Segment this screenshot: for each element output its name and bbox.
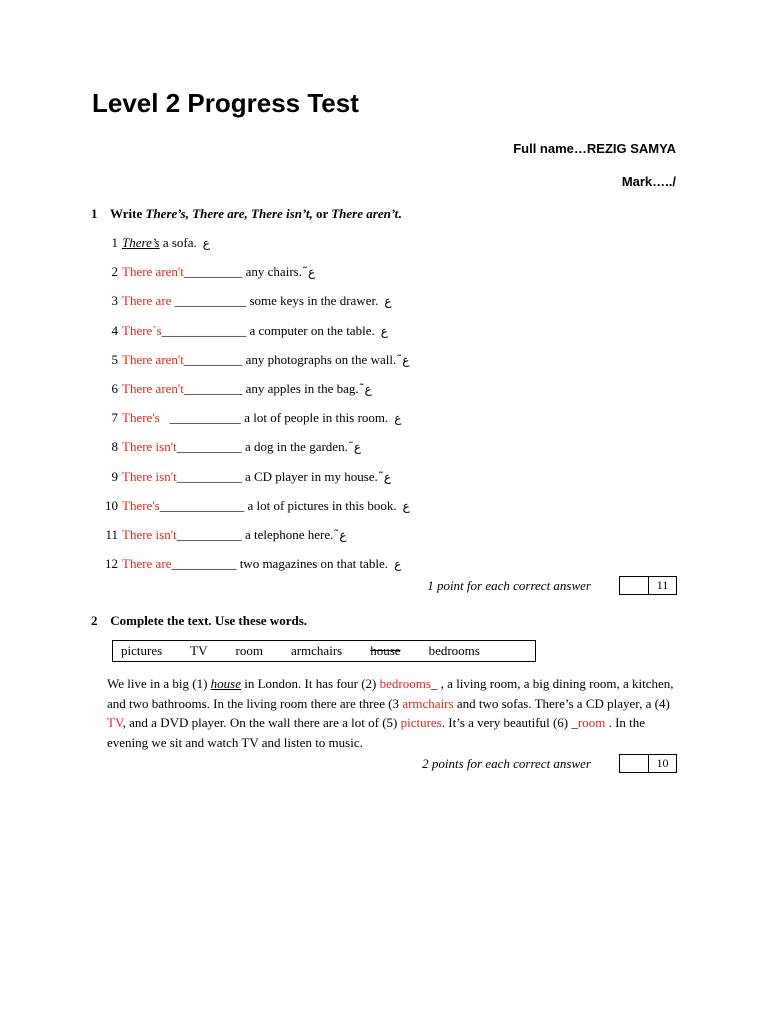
item-answer: There are: [122, 293, 172, 309]
item-number: 9: [111, 468, 118, 484]
exercise-item: [96, 352, 409, 368]
item-answer: There isn't: [122, 468, 177, 484]
instruction-options: There’s, There are, There isn’t,: [145, 206, 313, 221]
item-number: 2: [111, 264, 118, 280]
answer-6: room: [577, 715, 606, 730]
item-number: 3: [111, 293, 118, 309]
item-blank: ___________: [159, 410, 241, 426]
item-text: a dog in the garden.: [241, 439, 348, 455]
instruction-last-option: There aren’t: [331, 206, 399, 221]
mark-symbol: ع̃: [402, 352, 410, 367]
mark-symbol: ع̃: [339, 528, 347, 542]
mark-symbol: ع: [384, 294, 392, 309]
item-number: 8: [111, 439, 118, 455]
mark-field: Mark…../: [621, 174, 676, 189]
exercise-item: [96, 381, 372, 397]
item-number: 7: [111, 410, 118, 426]
answer-2: bedrooms: [379, 676, 431, 691]
mark-symbol: ع̃: [353, 440, 361, 455]
item-number: 12: [105, 556, 118, 572]
score-row-1: [427, 576, 677, 595]
exercise-item: [96, 469, 391, 485]
instruction-end: .: [398, 206, 402, 221]
mark-symbol: ع: [402, 498, 410, 513]
item-blank: __________: [171, 556, 237, 572]
instruction-text: Write: [110, 206, 146, 221]
item-answer: There aren't: [122, 351, 184, 367]
item-blank: _________: [183, 381, 243, 396]
item-answer: There isn't: [122, 527, 177, 542]
mark-symbol: ع: [380, 323, 388, 338]
mark-symbol: ع̃: [383, 469, 391, 484]
item-number: 1: [111, 235, 118, 250]
item-blank: __________: [176, 527, 242, 542]
section-2-heading: [91, 613, 307, 629]
score-box: [619, 576, 677, 595]
item-number: 5: [111, 351, 118, 367]
item-number: 10: [105, 497, 118, 513]
item-answer: There`s: [122, 322, 162, 338]
item-blank: _____________: [161, 322, 247, 338]
answer-3: armchairs: [402, 695, 454, 711]
mark-symbol: ع̃: [364, 382, 372, 396]
item-text: a lot of people in this room.: [240, 410, 389, 426]
item-answer: There's: [122, 410, 160, 426]
item-blank: __________: [176, 468, 242, 484]
item-text: a CD player in my house.: [241, 468, 378, 484]
exercise-item: [96, 439, 361, 455]
section-number: 1: [91, 206, 98, 221]
item-blank: _____________: [159, 497, 245, 513]
item-answer: There are: [122, 556, 172, 572]
mark-symbol: ع: [202, 236, 210, 250]
score-value: 10: [656, 756, 669, 770]
item-text: some keys in the drawer.: [246, 293, 379, 309]
score-value: 11: [656, 578, 669, 592]
item-text: a lot of pictures in this book.: [244, 497, 397, 513]
item-answer: There isn't: [122, 439, 177, 455]
section-number: 2: [91, 613, 98, 628]
item-answer: There's: [122, 497, 160, 513]
exercise-item: [96, 527, 347, 543]
instruction-or: or: [312, 206, 332, 221]
item-text: two magazines on that table.: [236, 556, 389, 572]
item-answer: There’s: [122, 235, 160, 250]
mark-symbol: ع: [394, 411, 402, 426]
item-text: a sofa.: [159, 235, 197, 250]
score-row-2: [422, 754, 677, 773]
mark-symbol: ع̃: [307, 265, 316, 280]
item-blank: ___________: [171, 293, 247, 309]
item-text: a computer on the table.: [246, 322, 375, 338]
exercise-item: [96, 293, 392, 309]
item-number: 6: [111, 381, 118, 396]
item-answer: There aren't: [122, 264, 184, 280]
item-blank: _________: [183, 351, 243, 367]
word-item: pictures: [121, 643, 163, 658]
item-text: any apples in the bag.: [242, 381, 359, 396]
item-answer: There aren't: [122, 381, 184, 396]
full-name: Full name…REZIG SAMYA: [513, 141, 676, 156]
exercise-item: [96, 556, 401, 572]
item-text: any photographs on the wall.: [242, 351, 397, 367]
answer-1: house: [210, 676, 241, 691]
cloze-paragraph: We live in a big (1) house in London. It has four (2) bedrooms_ , a living room, a big dining room, a kitchen, and two bathrooms. In the living room there are three (3 armchairs and two sofas. There’s a CD player, a (4) TV, and a DVD player. On the wall there are a lot of (5) pictures. It’s a very beautiful (6) _room . In the evening we sit and watch TV and listen to music.: [107, 676, 674, 750]
answer-4: TV: [107, 715, 123, 730]
word-box: [112, 640, 536, 662]
exercise-item: [96, 264, 315, 280]
word-item: armchairs: [290, 643, 343, 658]
score-box: [619, 754, 677, 773]
exercise-item: [96, 410, 401, 426]
score-label: 1 point for each correct answer: [427, 577, 591, 593]
item-number: 11: [105, 527, 118, 542]
item-blank: _________: [183, 264, 243, 280]
item-blank: __________: [176, 439, 242, 455]
word-item: TV: [190, 643, 208, 658]
answer-5: pictures: [400, 715, 442, 730]
item-text: a telephone here.: [241, 527, 334, 542]
word-item: room: [235, 643, 263, 658]
item-text: any chairs.: [242, 264, 302, 280]
word-item: bedrooms: [428, 643, 480, 658]
page-title: Level 2 Progress Test: [92, 88, 359, 118]
exercise-item: [96, 498, 410, 514]
mark-symbol: ع: [394, 557, 402, 572]
exercise-item: [96, 235, 210, 251]
instruction-text: Complete the text. Use these words.: [110, 613, 308, 628]
word-item-used: house: [370, 643, 401, 658]
section-1-heading: [91, 206, 402, 222]
item-number: 4: [111, 322, 118, 338]
exercise-item: [96, 323, 388, 339]
score-label: 2 points for each correct answer: [422, 755, 591, 771]
